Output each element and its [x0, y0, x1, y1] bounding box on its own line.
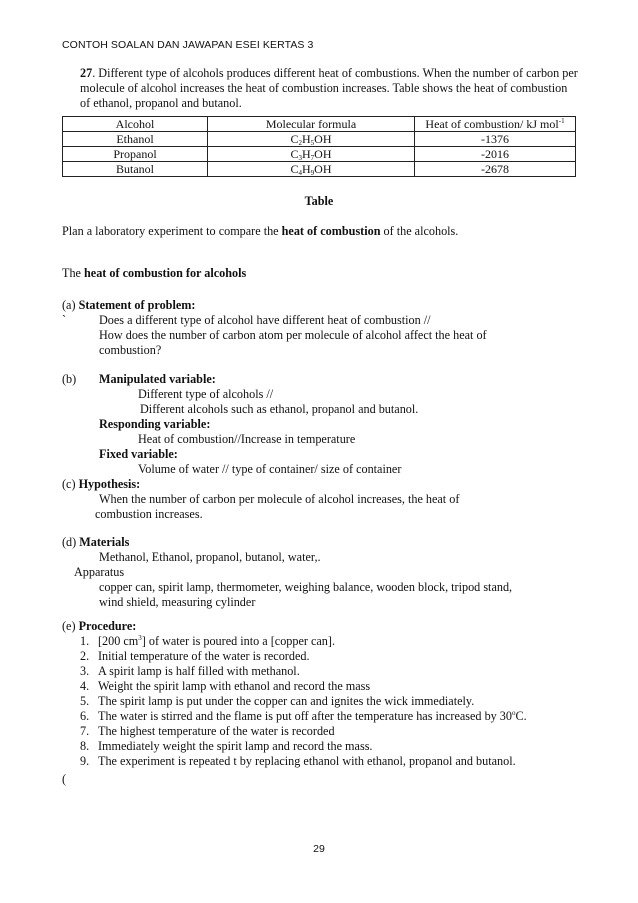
- backtick-mark: `: [62, 313, 67, 327]
- table-cell-formula: $C_3H_7OH$: [208, 147, 415, 162]
- hypothesis-line-1: When the number of carbon per molecule of alcohol increases, the heat of: [99, 492, 460, 506]
- table-cell-heat: -2016: [415, 147, 576, 162]
- list-item: 1. [200 $cm^3$] of water is poured into a [copper can].: [80, 634, 336, 648]
- table-cell-heat: -1376: [415, 132, 576, 147]
- statement-heading: (a) Statement of problem:: [62, 298, 196, 312]
- table-cell-formula: $C_4H_9OH$: [208, 162, 415, 177]
- statement-line-3: combustion?: [99, 343, 162, 357]
- list-item: 2. Initial temperature of the water is recorded.: [80, 649, 310, 663]
- procedure-heading: (e) Procedure:: [62, 619, 137, 633]
- question-body: . Different type of alcohols produces different heat of combustions. When the number of carbon per molecule of alcohol increases the heat of combustion increases. Table shows the heat of combustion of ethanol, propanol and butanol.: [80, 66, 578, 110]
- table-header-heat: Heat of combustion/ kJ mol$^{-1}$: [415, 117, 576, 132]
- table-row: [63, 162, 576, 177]
- manipulated-line-2: Different alcohols such as ethanol, propanol and butanol.: [140, 402, 419, 416]
- table-header-row: [63, 117, 576, 132]
- question-number: 27: [80, 66, 93, 80]
- responding-text: Heat of combustion//Increase in temperature: [138, 432, 356, 446]
- variables-label: (b): [62, 372, 77, 386]
- table-header-alcohol: Alcohol: [63, 117, 208, 132]
- trailing-paren: (: [62, 772, 67, 786]
- page-header: CONTOH SOALAN DAN JAWAPAN ESEI KERTAS 3: [62, 39, 314, 51]
- list-item: 5. The spirit lamp is put under the copper can and ignites the wick immediately.: [80, 694, 475, 708]
- table-cell-formula: $C_2H_5OH$: [208, 132, 415, 147]
- materials-list: Methanol, Ethanol, propanol, butanol, water,.: [99, 550, 321, 564]
- page-number: 29: [313, 843, 325, 855]
- table-caption: Table: [304, 194, 334, 208]
- list-item: 3. A spirit lamp is half filled with methanol.: [80, 664, 300, 678]
- statement-line-2: How does the number of carbon atom per molecule of alcohol affect the heat of: [99, 328, 487, 342]
- fixed-text: Volume of water // type of container/ size of container: [138, 462, 402, 476]
- responding-heading: Responding variable:: [99, 417, 211, 431]
- statement-line-1: Does a different type of alcohol have different heat of combustion //: [99, 313, 431, 327]
- list-item: 8. Immediately weight the spirit lamp and record the mass.: [80, 739, 373, 753]
- table-row: [63, 147, 576, 162]
- table-cell-alcohol: Propanol: [63, 147, 208, 162]
- apparatus-heading: Apparatus: [74, 565, 125, 579]
- list-item: 4. Weight the spirit lamp with ethanol and record the mass: [80, 679, 371, 693]
- list-item: 9. The experiment is repeated t by replacing ethanol with ethanol, propanol and butanol.: [80, 754, 516, 768]
- section-title: The heat of combustion for alcohols: [62, 266, 247, 280]
- list-item: 6. The water is stirred and the flame is put off after the temperature has increased by 30$^o$C.: [80, 709, 527, 723]
- table-header-formula: Molecular formula: [208, 117, 415, 132]
- manipulated-line-1: Different type of alcohols //: [138, 387, 274, 401]
- materials-heading: (d) Materials: [62, 535, 130, 549]
- apparatus-line-2: wind shield, measuring cylinder: [99, 595, 256, 609]
- hypothesis-heading: (c) Hypothesis:: [62, 477, 141, 491]
- manipulated-heading: Manipulated variable:: [99, 372, 216, 386]
- list-item: 7. The highest temperature of the water is recorded: [80, 724, 335, 738]
- plan-instruction: Plan a laboratory experiment to compare the heat of combustion of the alcohols.: [62, 224, 459, 238]
- table-row: [63, 132, 576, 147]
- procedure-list: [80, 634, 527, 769]
- fixed-heading: Fixed variable:: [99, 447, 178, 461]
- table-cell-alcohol: Butanol: [63, 162, 208, 177]
- table-cell-heat: -2678: [415, 162, 576, 177]
- apparatus-line-1: copper can, spirit lamp, thermometer, weighing balance, wooden block, tripod stand,: [99, 580, 513, 594]
- table-cell-alcohol: Ethanol: [63, 132, 208, 147]
- question-text: [80, 66, 580, 111]
- alcohol-table: [62, 116, 576, 177]
- hypothesis-line-2: combustion increases.: [95, 507, 203, 521]
